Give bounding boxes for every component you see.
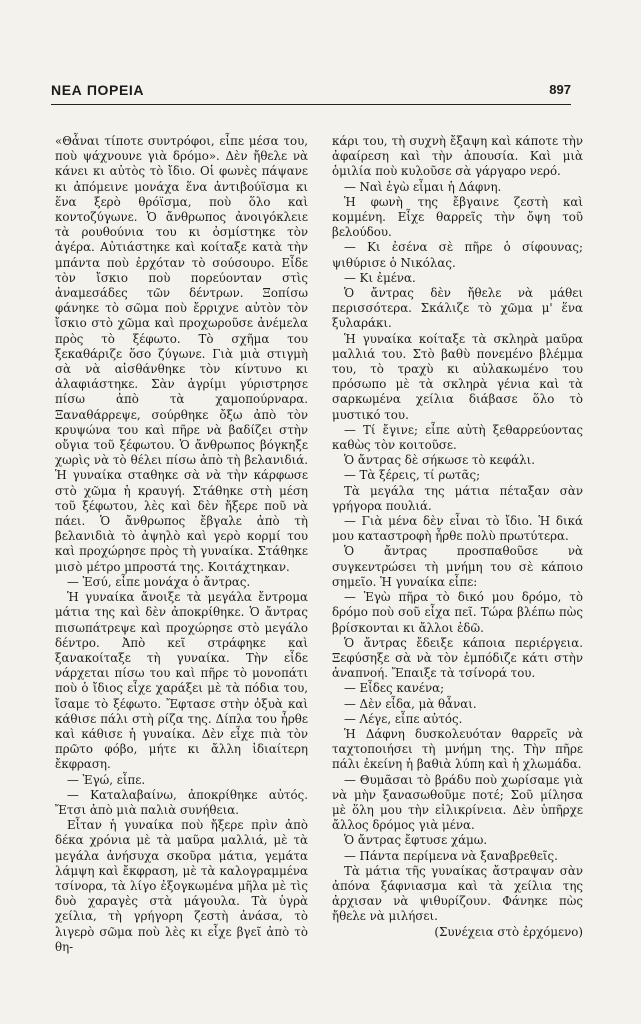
paragraph: — Καταλαβαίνω, ἀποκρίθηκε αὐτός. Ἔτσι ἀπὸ μιὰ παλιὰ συνήθεια.	[55, 787, 308, 817]
paragraph: Ὁ ἄντρας ἔφτυσε χάμω.	[344, 833, 488, 848]
paragraph: — Κι ἐμένα.	[344, 270, 416, 285]
page-header	[51, 82, 571, 104]
paragraph: — Ἐσύ, εἶπε μονάχα ὁ ἄντρας.	[67, 574, 251, 589]
paragraph: — Κι ἐσένα σὲ πῆρε ὁ σίφουνας; ψιθύρισε ὁ Νικόλας.	[332, 240, 583, 270]
paragraph: — Ἐγώ, εἶπε.	[67, 772, 146, 787]
paragraph: — Πάντα περίμενα νὰ ξαναβρεθεῖς.	[344, 848, 558, 863]
left-text-column	[55, 134, 308, 955]
paragraph: Ὁ ἄντρας ἔδειξε κάποια περιέργεια. Ξεφύσηξε σὰ νὰ τὸν ἐμπόδιζε κάτι στὴν ἀναπνοή. Ἔπαιξε τὰ τσίνορά του.	[332, 635, 583, 681]
page-number: 897	[549, 82, 571, 97]
paragraph: Ἡ φωνὴ της ἔβγαινε ζεστὴ καὶ κομμένη. Εἶχε θαρρεῖς τὴν ὄψη τοῦ βελούδου.	[332, 194, 583, 240]
paragraph: — Λέγε, εἶπε αὐτός.	[344, 711, 463, 726]
paragraph: — Θυμᾶσαι τὸ βράδυ ποὺ χωρίσαμε γιὰ νὰ μὴν ξανασωθοῦμε ποτέ; Σοῦ μίλησα μὲ ὅλη μου τὴν εἰλικρίνεια. Δὲν ὑπῆρχε ἄλλος δρόμος γιὰ μένα.	[332, 772, 583, 833]
paragraph: — Τί ἔγινε; εἶπε αὐτὴ ξεθαρρεύοντας καθὼς τὸν κοιτοῦσε.	[332, 422, 583, 453]
paragraph: κάρι του, τὴ συχνὴ ἔξαψη καὶ κάποτε τὴν ἀφαίρεση καὶ τὴν ἀπουσία. Καὶ μιὰ ὁμιλία ποὺ κυλοῦσε σὰ γάργαρο νερό.	[332, 134, 583, 179]
paragraph: Τὰ μάτια τῆς γυναίκας ἄστραψαν σὰν ἀπόνα ξάφνιασμα καὶ τὰ χείλια της ἀρχισαν νὰ ψιθυρίζουν. Φάνηκε πὼς ἤθελε νὰ μιλήσει.	[332, 863, 583, 924]
paragraph: Ὁ ἄντρας προσπαθοῦσε νὰ συγκεντρώσει τὴ μνήμη του σὲ κάποιο σημεῖο. Ἡ γυναίκα εἶπε:	[332, 544, 583, 589]
paragraph: Εἶταν ἡ γυναίκα ποὺ ἤξερε πρὶν ἀπὸ δέκα χρόνια μὲ τὰ μαῦρα μαλλιά, μὲ τὰ μεγάλα ἀνήσυχα σκοῦρα μάτια, γεμάτα λάμψη καὶ ἔκφραση, μὲ τὰ καλογραμμένα τσίνορα, τὰ λίγο ἐξογκωμένα μῆλα μὲ τὶς δυὸ χαραγὲς στὰ μάγουλα. Τὰ ὑγρὰ χείλια, τὴ γρήγορη ζεστὴ ἀνάσα, τὸ λιγερὸ σῶμα ποὺ λὲς κι εἶχε βγεῖ ἀπὸ τὸ θη-	[55, 818, 308, 954]
paragraph: — Δὲν εἶδα, μὰ θἆναι.	[344, 696, 477, 711]
paragraph: Ὁ ἄντρας δὲ σήκωσε τὸ κεφάλι.	[344, 453, 535, 468]
paragraph: — Τὰ ξέρεις, τί ρωτᾶς;	[344, 468, 481, 483]
journal-title: ΝΕΑ ΠΟΡΕΙΑ	[51, 82, 145, 98]
header-rule	[51, 104, 571, 105]
paragraph: — Ναὶ ἐγὼ εἶμαι ἡ Δάφνη.	[344, 179, 502, 194]
continued-note: (Συνέχεια στὸ ἐρχόμενο)	[434, 924, 583, 939]
paragraph: — Γιὰ μένα δὲν εἶναι τὸ ἴδιο. Ἡ δικά μου καταστροφὴ ἦρθε πολὺ πρωτύτερα.	[332, 514, 583, 544]
paragraph: — Ἐγὼ πῆρα τὸ δικό μου δρόμο, τὸ δρόμο ποὺ σοῦ εἶχα πεῖ. Τώρα βλέπω πὼς βρίσκονται κι ἄλλοι ἐδῶ.	[332, 590, 583, 635]
paragraph: Ἡ Δάφνη δυσκολευόταν θαρρεῖς νὰ ταχτοποιήσει τὴ μνήμη της. Τὴν πῆρε πάλι ἐκείνη ἡ βαθιὰ λύπη καὶ ἡ χλωμάδα.	[332, 726, 583, 772]
paragraph: Ἡ γυναίκα ἄνοιξε τὰ μεγάλα ἔντρομα μάτια της καὶ δὲν ἀποκρίθηκε. Ὁ ἄντρας πισωπάτρεψε καὶ προχώρησε στὸ μεγάλο δέντρο. Ἀπὸ κεῖ στράφηκε καὶ ξανακοίταξε τὴ γυναίκα. Τὴν εἶδε νάρχεται πίσω του καὶ πῆρε τὸ μονοπάτι ποὺ ὁ ἴδιος εἶχε χαράξει μὲ τὰ πόδια του, ἴσαμε τὸ ξέφωτο. Ἔφτασε στὴν ὀξυὰ καὶ κάθισε πάλι στὴ ρίζα της. Δίπλα του ἦρθε καὶ κάθισε ἡ γυναίκα. Δὲν εἶχε πιὰ τὸν πρῶτο φόβο, μήτε κι ἄλλη ἰδιαίτερη ἔκφραση.	[55, 590, 308, 772]
paragraph: Ὁ ἄντρας δὲν ἤθελε νὰ μάθει περισσότερα. Σκάλιζε τὸ χῶμα μ' ἕνα ξυλαράκι.	[332, 286, 583, 331]
paragraph: «Θἆναι τίποτε συντρόφοι, εἶπε μέσα του, ποὺ ψάχνουνε γιὰ δρόμο». Δὲν ἤθελε νὰ κάνει κι αὐτὸς τὸ ἴδιο. Οἱ φωνὲς πάψανε κι ἀπόμεινε μονάχα ἕνα ἀντιβούϊσμα κι ἕνα ξερὸ θρόϊσμα, ποὺ ὅλο καὶ κοντοζύγωνε. Ὁ ἄνθρωπος ἀνοιγόκλειε τὰ ρουθούνια του κι ὀσμίστηκε τὸν ἀγέρα. Αὐτιάστηκε καὶ κοίταξε κατὰ τὴν μπάντα ποὺ ἐρχόταν τὸ σούσουρο. Εἶδε τὸν ἴσκιο ποὺ πορεύονταν στὶς ἀναμεσάδες τῶν δέντρων. Ξοπίσω φάνηκε τὸ σῶμα ποὺ ἔρριχνε αὐτὸν τὸν ἴσκιο στὸ χῶμα καὶ προχωροῦσε ἀνέμελα πρὸς τὸ ξέφωτο. Τὸ σχῆμα του ξεκαθάριζε ὅσο ζύγωνε. Γιὰ μιὰ στιγμὴ σὰ νὰ αἰσθάνθηκε τὸν κίντυνο κι ἀλαφιάστηκε. Σὰν ἀγρίμι γύριστρησε πίσω ἀπὸ τὰ χαμοπούρναρα. Ξαναθάρρεψε, σούρθηκε ὄξω ἀπὸ τὸν κρυψώνα του καὶ πῆρε νὰ βαδίζει στὴν οὔγια τοῦ ξέφωτου. Ὁ ἄνθρωπος βόγκηξε χωρὶς νὰ τὸ θέλει πίσω ἀπὸ τὴ βελανιδιά. Ἡ γυναίκα σταθηκε σὰ νὰ τὴν κάρφωσε στὸ χῶμα ἡ κραυγή. Στάθηκε στὴ μέση τοῦ ξέφωτου, λὲς καὶ δὲν ἤξερε ποῦ νὰ πάει. Ὁ ἄνθρωπος ἔβγαλε ἀπὸ τὴ βελανιδιὰ τὸ ἀψηλὸ καὶ γερὸ κορμί του καὶ προχώρησε πρὸς τὴ γυναίκα. Στάθηκε μισὸ μέτρο μπροστά της. Κοιτάχτηκαν.	[55, 134, 308, 574]
paragraph: — Εἶδες κανένα;	[344, 681, 445, 696]
paragraph: Ἡ γυναίκα κοίταξε τὰ σκληρὰ μαῦρα μαλλιά του. Στὸ βαθὺ πονεμένο βλέμμα του, τὸ τραχὺ κι αὐλακωμένο του πρόσωπο μὲ τὰ σκληρὰ γένια καὶ τὰ σαρκωμένα χείλια διάβασε ὅλο τὸ μυστικό του.	[332, 331, 583, 422]
paragraph: Τὰ μεγάλα της μάτια πέταξαν σὰν γρήγορα πουλιά.	[332, 483, 583, 513]
right-text-column	[332, 134, 583, 940]
